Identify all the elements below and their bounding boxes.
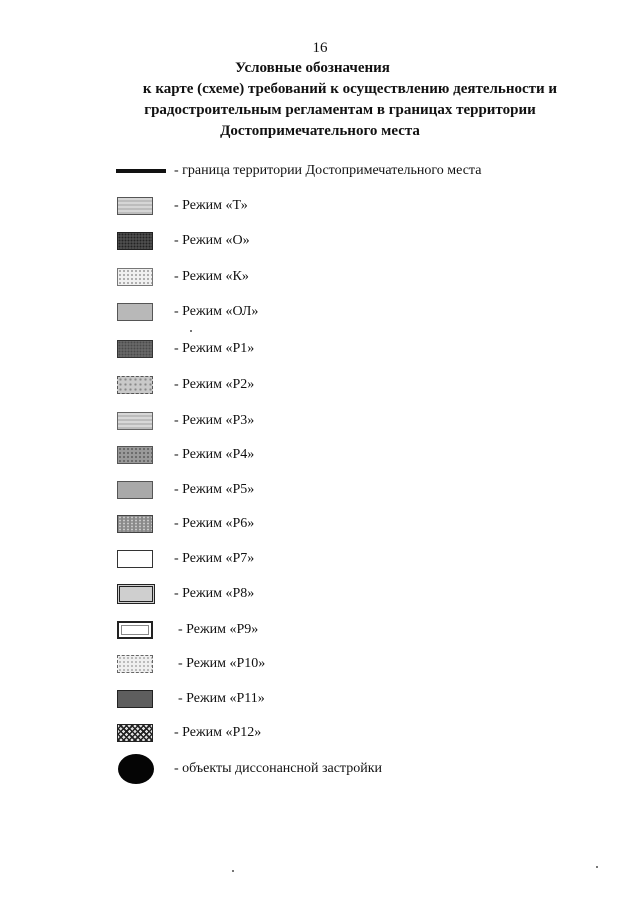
title-line: Условные обозначения	[235, 60, 390, 76]
legend-label: - граница территории Достопримечательного места	[174, 163, 482, 178]
legend-row-t	[110, 194, 248, 218]
legend-label: - Режим «Р1»	[174, 341, 255, 356]
legend-row-p4	[110, 443, 254, 467]
legend-row-boundary	[110, 159, 481, 183]
legend-label: - Режим «Р8»	[174, 586, 255, 601]
regime-t-swatch	[117, 197, 153, 215]
regime-p7-swatch	[117, 550, 153, 568]
regime-o-swatch	[117, 232, 153, 250]
regime-p5-swatch	[117, 481, 153, 499]
page-number: 16	[312, 40, 328, 56]
scan-speck	[596, 866, 598, 868]
legend-label: - Режим «Р4»	[174, 447, 255, 462]
legend-row-p3	[110, 409, 254, 433]
legend-label: - Режим «Р11»	[178, 691, 265, 706]
title-line: градостроительным регламентам в границах территории	[144, 102, 536, 118]
legend-label: - Режим «ОЛ»	[174, 304, 259, 319]
legend-row-dissonant	[110, 754, 382, 784]
dissonant-building-dot	[118, 754, 154, 784]
regime-p1-swatch	[117, 340, 153, 358]
title-line: к карте (схеме) требований к осуществлению деятельности и	[142, 81, 558, 97]
regime-p4-swatch	[117, 446, 153, 464]
regime-p10-swatch	[117, 655, 153, 673]
legend-label: - объекты диссонансной застройки	[174, 761, 383, 776]
legend-row-p1	[110, 337, 254, 361]
scan-speck	[190, 330, 192, 332]
regime-p8-swatch	[117, 584, 155, 604]
legend-label: - Режим «Р7»	[174, 551, 255, 566]
legend-label: - Режим «Р12»	[174, 725, 262, 740]
legend-row-p7	[110, 547, 254, 571]
legend-row-p6	[110, 512, 254, 536]
regime-p2-swatch	[117, 376, 153, 394]
scan-speck	[232, 870, 234, 872]
legend-row-p10	[110, 652, 265, 676]
legend-row-p11	[110, 687, 265, 711]
legend-label: - Режим «Р10»	[178, 656, 266, 671]
regime-p11-swatch	[117, 690, 153, 708]
legend-row-p2	[110, 373, 254, 397]
boundary-line-swatch	[116, 169, 166, 173]
legend-label: - Режим «Р9»	[178, 622, 259, 637]
regime-ol-swatch	[117, 303, 153, 321]
legend-row-o	[110, 229, 250, 253]
legend-label: - Режим «Р5»	[174, 482, 255, 497]
legend-row-ol	[110, 300, 258, 324]
legend-row-p9	[110, 618, 258, 642]
title-line: Достопримечательного места	[220, 123, 420, 139]
regime-p9-swatch	[117, 621, 153, 639]
legend-row-p5	[110, 478, 254, 502]
legend-label: - Режим «Р3»	[174, 413, 255, 428]
legend-row-p12	[110, 721, 261, 745]
regime-k-swatch	[117, 268, 153, 286]
regime-p6-swatch	[117, 515, 153, 533]
legend-label: - Режим «К»	[174, 269, 249, 284]
legend-title	[0, 58, 640, 142]
legend-label: - Режим «Т»	[174, 198, 248, 213]
legend-label: - Режим «Р6»	[174, 516, 255, 531]
legend-row-p8	[110, 582, 254, 606]
regime-p3-swatch	[117, 412, 153, 430]
regime-p12-swatch	[117, 724, 153, 742]
legend-label: - Режим «О»	[174, 233, 250, 248]
legend-label: - Режим «Р2»	[174, 377, 255, 392]
legend-row-k	[110, 265, 249, 289]
